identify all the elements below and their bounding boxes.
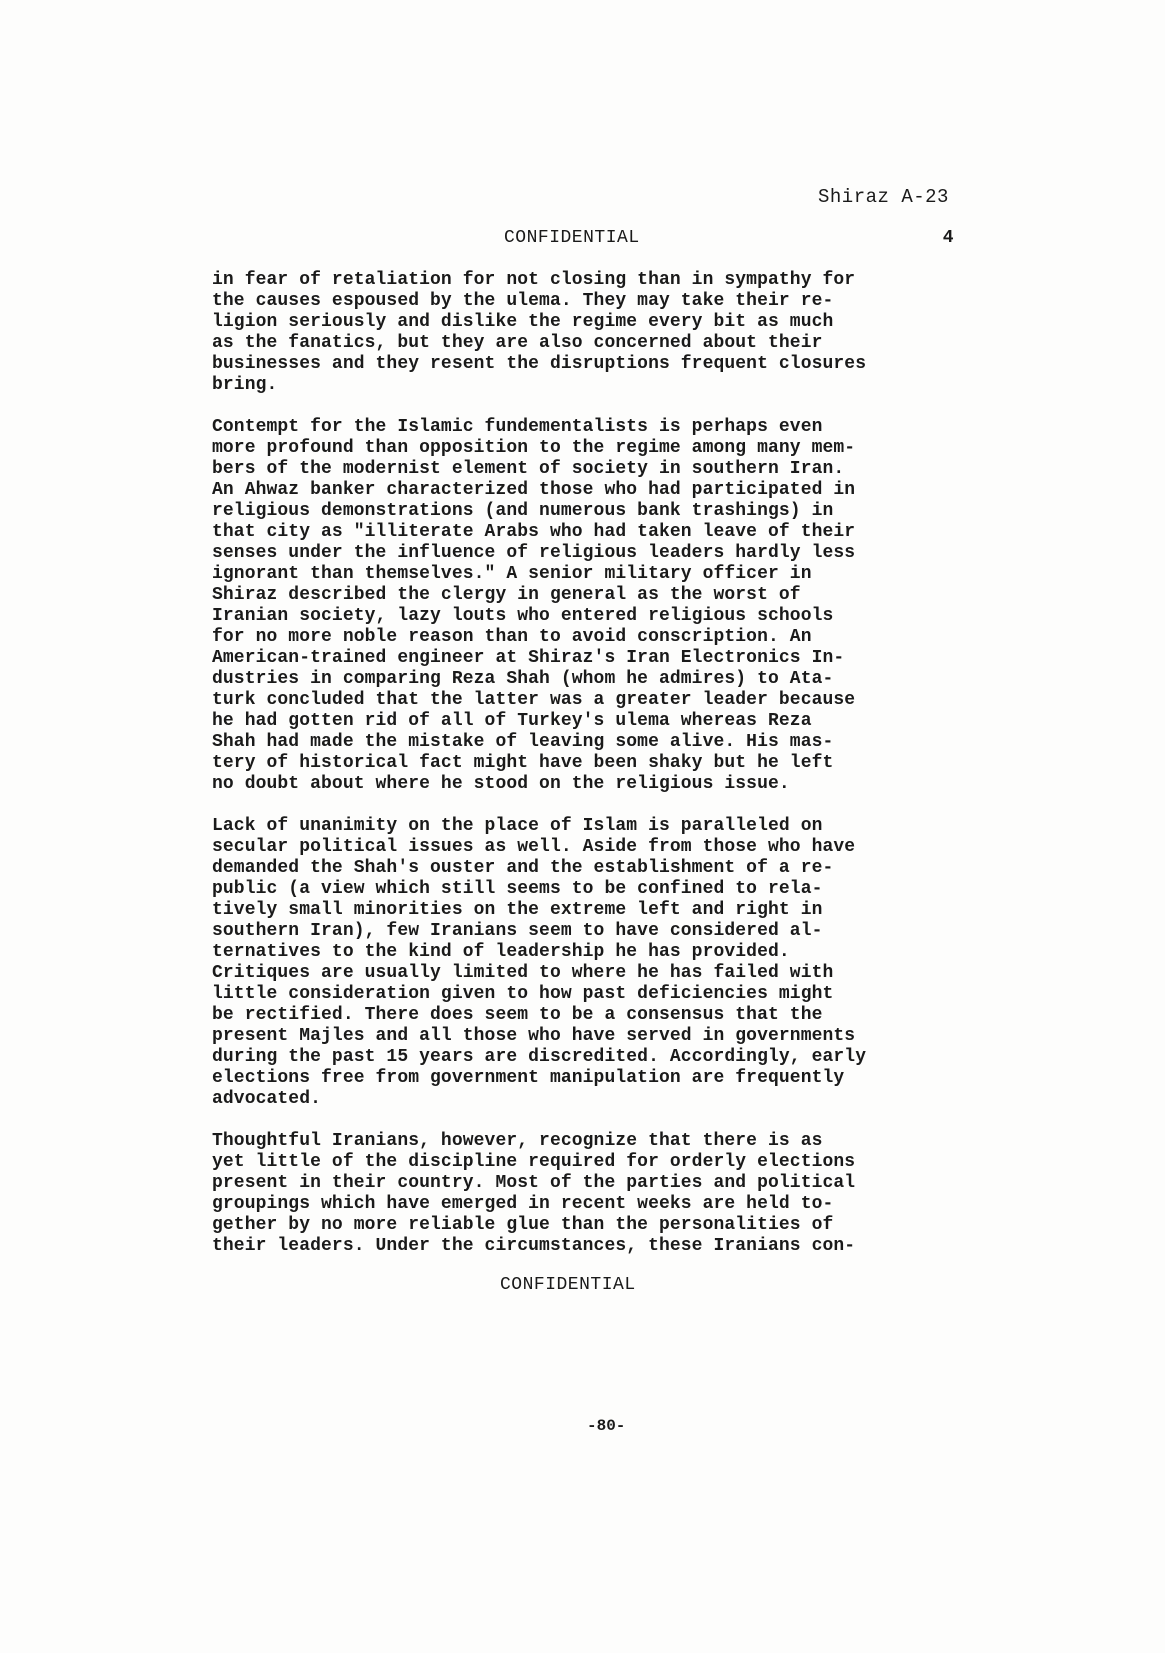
text-line: yet little of the discipline required for orderly elections — [212, 1152, 856, 1172]
text-line: that city as "illiterate Arabs who had taken leave of their — [212, 522, 856, 542]
classification-footer: CONFIDENTIAL — [500, 1275, 636, 1295]
text-line: during the past 15 years are discredited. Accordingly, early — [212, 1047, 867, 1067]
text-line: secular political issues as well. Aside from those who have — [212, 837, 856, 857]
text-line: for no more noble reason than to avoid conscription. An — [212, 627, 812, 647]
text-line: be rectified. There does seem to be a consensus that the — [212, 1005, 823, 1025]
text-line: senses under the influence of religious leaders hardly less — [212, 543, 856, 563]
text-line: the causes espoused by the ulema. They may take their re- — [212, 291, 834, 311]
text-line: turk concluded that the latter was a greater leader because — [212, 690, 856, 710]
text-line: Thoughtful Iranians, however, recognize that there is as — [212, 1131, 823, 1151]
text-line: groupings which have emerged in recent weeks are held to- — [212, 1194, 834, 1214]
page-marker: 4 — [942, 228, 954, 248]
text-line: Shiraz described the clergy in general as the worst of — [212, 585, 801, 605]
text-line: advocated. — [212, 1089, 322, 1109]
text-line: businesses and they resent the disruptions frequent closures — [212, 354, 867, 374]
text-line: gether by no more reliable glue than the personalities of — [212, 1215, 834, 1235]
text-line: tively small minorities on the extreme left and right in — [212, 900, 823, 920]
text-line: he had gotten rid of all of Turkey's ulema whereas Reza — [212, 711, 812, 731]
text-line: Shah had made the mistake of leaving some alive. His mas- — [212, 732, 834, 752]
document-reference: Shiraz A-23 — [818, 186, 949, 208]
text-line: more profound than opposition to the regime among many mem- — [212, 438, 856, 458]
text-line: Critiques are usually limited to where he has failed with — [212, 963, 834, 983]
text-line: no doubt about where he stood on the religious issue. — [212, 774, 790, 794]
text-line: religious demonstrations (and numerous bank trashings) in — [212, 501, 834, 521]
text-line: bers of the modernist element of society in southern Iran. — [212, 459, 845, 479]
text-line: ignorant than themselves." A senior military officer in — [212, 564, 812, 584]
page-number: -80- — [587, 1417, 626, 1435]
text-line: public (a view which still seems to be confined to rela- — [212, 879, 823, 899]
text-line: present Majles and all those who have served in governments — [212, 1026, 856, 1046]
text-line: present in their country. Most of the parties and political — [212, 1173, 856, 1193]
text-line: little consideration given to how past deficiencies might — [212, 984, 834, 1004]
paragraph — [212, 1131, 972, 1257]
text-line: ternatives to the kind of leadership he has provided. — [212, 942, 790, 962]
text-line: as the fanatics, but they are also concerned about their — [212, 333, 823, 353]
text-line: southern Iran), few Iranians seem to have considered al- — [212, 921, 823, 941]
text-line: Iranian society, lazy louts who entered religious schools — [212, 606, 834, 626]
text-line: American-trained engineer at Shiraz's Iran Electronics In- — [212, 648, 845, 668]
text-line: bring. — [212, 375, 278, 395]
text-line: Lack of unanimity on the place of Islam is paralleled on — [212, 816, 823, 836]
paragraph — [212, 816, 972, 1110]
document-body — [212, 270, 972, 1278]
classification-header: CONFIDENTIAL — [504, 228, 640, 248]
text-line: dustries in comparing Reza Shah (whom he admires) to Ata- — [212, 669, 834, 689]
text-line: their leaders. Under the circumstances, these Iranians con- — [212, 1236, 856, 1256]
text-line: in fear of retaliation for not closing than in sympathy for — [212, 270, 856, 290]
text-line: tery of historical fact might have been shaky but he left — [212, 753, 834, 773]
text-line: An Ahwaz banker characterized those who had participated in — [212, 480, 856, 500]
paragraph — [212, 270, 972, 396]
text-line: Contempt for the Islamic fundementalists is perhaps even — [212, 417, 823, 437]
text-line: demanded the Shah's ouster and the establishment of a re- — [212, 858, 834, 878]
paragraph — [212, 417, 972, 795]
text-line: elections free from government manipulation are frequently — [212, 1068, 845, 1088]
text-line: ligion seriously and dislike the regime every bit as much — [212, 312, 834, 332]
